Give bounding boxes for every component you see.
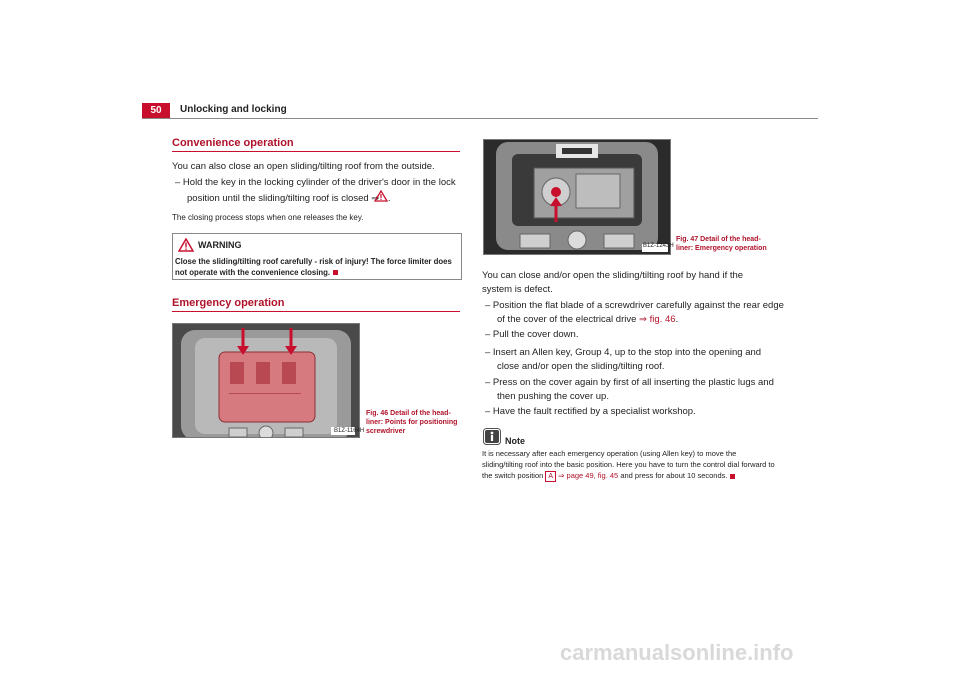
info-icon (483, 428, 501, 449)
emergency-step-1: – Position the flat blade of a screwdriver carefully against the rear edge of the cover of the electrical drive ⇒ fig. 46. (485, 300, 784, 325)
figure-47-code: B1Z-1243H (643, 243, 674, 249)
section-end-icon (333, 270, 338, 275)
figure-47-caption: Fig. 47 Detail of the head-liner: Emergency operation (676, 236, 767, 252)
section-heading-emergency: Emergency operation (172, 297, 460, 312)
warning-icon (178, 237, 194, 256)
emergency-step-3: – Insert an Allen key, Group 4, up to the stop into the opening and close and/or open the sliding/tilting roof. (485, 347, 762, 372)
emergency-step-2: – Pull the cover down. (485, 329, 579, 340)
convenience-intro: You can also close an open sliding/tilting roof from the outside. (172, 161, 435, 172)
emergency-intro: You can close and/or open the sliding/tilting roof by hand if the system is defect. (482, 270, 744, 295)
warning-title: WARNING (198, 240, 242, 250)
figure-47 (483, 139, 671, 255)
section-end-icon (730, 474, 735, 479)
figure-46-link[interactable]: ⇒ fig. 46 (639, 314, 676, 325)
page-title: Unlocking and locking (180, 104, 287, 115)
note-title: Note (505, 436, 525, 446)
watermark: carmanualsonline.info (560, 640, 794, 665)
header-rule (142, 118, 818, 119)
page-number: 50 (142, 103, 170, 118)
figure-46 (172, 323, 360, 438)
figure-46-caption: Fig. 46 Detail of the head-liner: Points for positioning screwdriver (366, 410, 458, 435)
page-49-link[interactable]: ⇒ page 49, fig. 45 (558, 471, 619, 480)
figure-46-code: B1Z-1164H (334, 428, 365, 434)
emergency-step-5: – Have the fault rectified by a specialist workshop. (485, 406, 696, 417)
warning-ref-icon[interactable] (386, 190, 388, 207)
emergency-step-4: – Press on the cover again by first of all inserting the plastic lugs and then pushing the cover up. (485, 377, 774, 402)
warning-body: Close the sliding/tilting roof carefully - risk of injury! The force limiter does not operate with the convenience closing. (175, 257, 452, 277)
switch-position-tag: A (545, 471, 556, 482)
convenience-step: – Hold the key in the locking cylinder of the driver's door in the lock position until the sliding/tilting roof is closed ⇒ . (175, 176, 472, 207)
note-body: It is necessary after each emergency operation (using Allen key) to move the sliding/tilting roof into the basic position. Here you have to turn the control dial forward to the switch position A ⇒ page 49, fig. 45 and press for about 10 seconds. (482, 449, 775, 480)
convenience-note: The closing process stops when one releases the key. (172, 213, 364, 222)
section-heading-convenience: Convenience operation (172, 137, 460, 152)
